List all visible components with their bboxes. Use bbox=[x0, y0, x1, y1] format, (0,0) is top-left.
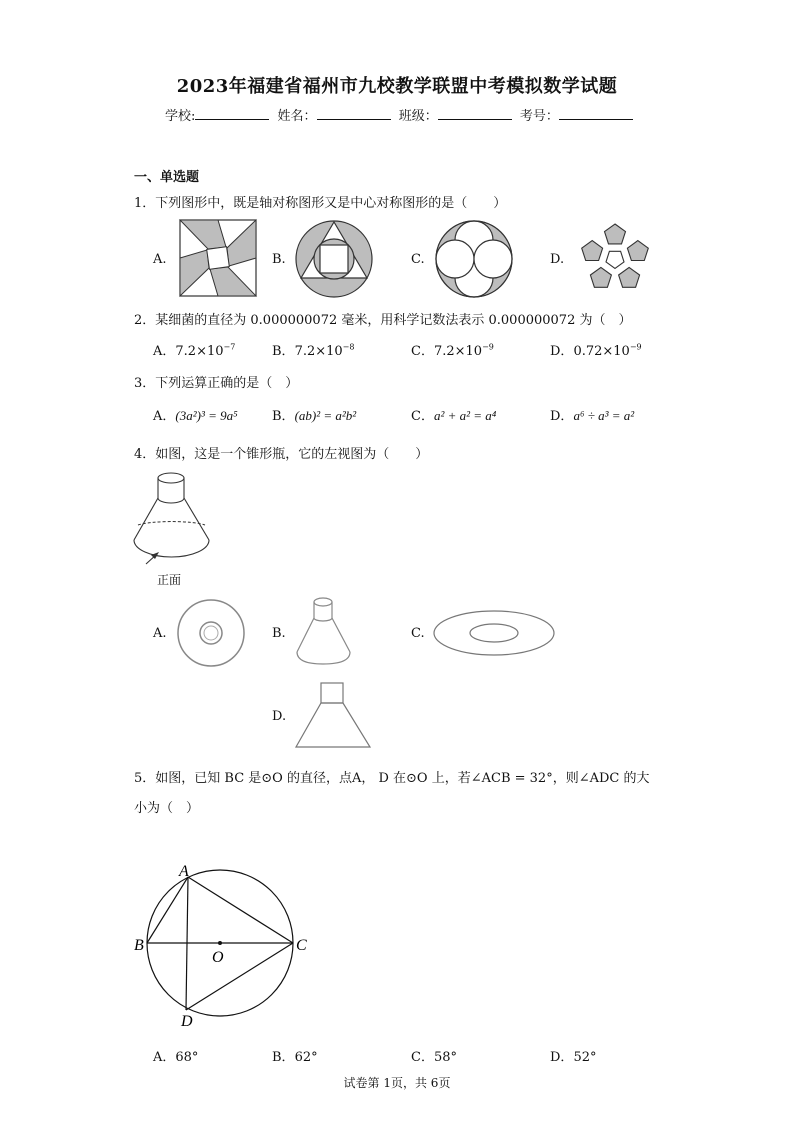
q1-figure-c[interactable] bbox=[434, 219, 514, 299]
student-info-line bbox=[165, 105, 637, 124]
q5-stem-line1: 5．如图，已知 BC 是⊙O 的直径，点A， D 在⊙O 上，若∠ACB = 32°，则∠ADC 的大 bbox=[134, 771, 650, 786]
section-heading: 一、单选题 bbox=[134, 170, 200, 185]
q2-option-a[interactable] bbox=[153, 340, 235, 359]
q1-figure-d[interactable] bbox=[574, 216, 656, 298]
q5-a-label: A． bbox=[153, 1050, 176, 1065]
q2-c-exp: −9 bbox=[482, 342, 494, 352]
q4-option-a-label: A. bbox=[153, 626, 167, 641]
q2-c-label: C． bbox=[411, 344, 434, 359]
q4-flask-figure bbox=[130, 470, 215, 585]
q5-option-b[interactable] bbox=[272, 1046, 318, 1065]
number-blank[interactable] bbox=[559, 107, 633, 120]
q3-d-expr: a⁶ ÷ a³ = a² bbox=[573, 408, 635, 423]
q3-c-label: C． bbox=[411, 409, 434, 424]
q4-option-b-label: B. bbox=[272, 626, 286, 641]
q5-label-b: B bbox=[134, 937, 144, 954]
q2-b-exp: −8 bbox=[342, 342, 355, 352]
q1-stem: 1．下列图形中，既是轴对称图形又是中心对称图形的是（ ） bbox=[134, 196, 507, 211]
q5-b-label: B． bbox=[272, 1050, 295, 1065]
pentagon-shape bbox=[627, 241, 648, 261]
q2-a-exp: −7 bbox=[223, 342, 236, 352]
q4-figure-c[interactable] bbox=[432, 608, 557, 658]
q3-option-a[interactable] bbox=[153, 405, 238, 424]
q3-option-b[interactable] bbox=[272, 405, 356, 424]
school-blank[interactable] bbox=[195, 107, 269, 120]
q2-option-d[interactable] bbox=[550, 340, 642, 359]
q5-option-c[interactable] bbox=[411, 1046, 457, 1065]
q3-d-label: D． bbox=[550, 409, 574, 424]
q4-figure-d[interactable] bbox=[294, 681, 374, 751]
front-view-label: 正面 bbox=[157, 573, 182, 587]
pentagon-shape bbox=[605, 224, 626, 244]
name-label: 姓名： bbox=[277, 109, 317, 124]
q1-figure-b[interactable] bbox=[294, 219, 374, 299]
q5-c-val: 58° bbox=[433, 1050, 457, 1065]
name-blank[interactable] bbox=[317, 107, 391, 120]
q4-stem: 4．如图，这是一个锥形瓶，它的左视图为（ ） bbox=[134, 447, 429, 462]
class-label: 班级： bbox=[398, 109, 438, 124]
class-blank[interactable] bbox=[438, 107, 512, 120]
q2-b-label: B． bbox=[272, 344, 295, 359]
school-label: 学校: bbox=[165, 109, 196, 124]
q3-stem: 3．下列运算正确的是（ ） bbox=[134, 376, 299, 391]
q5-c-label: C． bbox=[411, 1050, 434, 1065]
q3-option-c[interactable] bbox=[411, 405, 496, 424]
q5-option-d[interactable] bbox=[550, 1046, 596, 1065]
q1-figure-a[interactable] bbox=[179, 219, 257, 297]
q5-circle-figure bbox=[130, 858, 320, 1030]
q3-b-label: B． bbox=[272, 409, 295, 424]
q5-label-a: A bbox=[179, 863, 189, 880]
q2-d-exp: −9 bbox=[629, 342, 642, 352]
q1-option-a-label: A. bbox=[153, 252, 167, 267]
q5-label-o: O bbox=[212, 949, 224, 966]
pentagon-shape bbox=[582, 241, 603, 261]
pentagon-shape bbox=[590, 267, 611, 287]
q3-c-expr: a² + a² = a⁴ bbox=[433, 408, 497, 423]
q5-d-label: D． bbox=[550, 1050, 574, 1065]
q3-b-expr: (ab)² = a²b² bbox=[294, 408, 357, 423]
q5-stem-line2: 小为（ ） bbox=[134, 801, 200, 816]
q3-a-expr: (3a²)³ = 9a⁵ bbox=[175, 408, 238, 423]
q2-a-base: 7.2×10 bbox=[175, 344, 224, 359]
center-pentagon-shape bbox=[606, 251, 624, 268]
q3-option-d[interactable] bbox=[550, 405, 634, 424]
q2-a-label: A． bbox=[153, 344, 176, 359]
q1-option-b-label: B. bbox=[272, 252, 286, 267]
q5-option-a[interactable] bbox=[153, 1046, 198, 1065]
q2-c-base: 7.2×10 bbox=[433, 344, 483, 359]
q2-option-b[interactable] bbox=[272, 340, 354, 359]
page-footer: 试卷第 1页，共 6页 bbox=[343, 1076, 451, 1090]
q5-label-d: D bbox=[181, 1013, 193, 1030]
q4-option-d-label: D. bbox=[272, 709, 287, 724]
number-label: 考号： bbox=[519, 109, 559, 124]
q5-d-val: 52° bbox=[573, 1050, 597, 1065]
q2-d-base: 0.72×10 bbox=[573, 344, 630, 359]
q2-stem: 2．某细菌的直径为 0.000000072 毫米，用科学记数法表示 0.000000072 为（ ） bbox=[134, 313, 632, 328]
q4-figure-b[interactable] bbox=[293, 596, 355, 668]
q1-option-d-label: D. bbox=[550, 252, 565, 267]
q5-label-c: C bbox=[296, 937, 307, 954]
q5-a-val: 68° bbox=[175, 1050, 199, 1065]
pentagon-shape bbox=[619, 267, 640, 287]
q3-a-label: A． bbox=[153, 409, 176, 424]
q2-option-c[interactable] bbox=[411, 340, 494, 359]
q4-option-c-label: C. bbox=[411, 626, 425, 641]
q2-d-label: D． bbox=[550, 344, 574, 359]
q4-figure-a[interactable] bbox=[176, 598, 246, 668]
q5-b-val: 62° bbox=[294, 1050, 318, 1065]
q2-b-base: 7.2×10 bbox=[294, 344, 343, 359]
page-title: 2023年福建省福州市九校教学联盟中考模拟数学试题 bbox=[176, 76, 618, 97]
q1-option-c-label: C. bbox=[411, 252, 425, 267]
